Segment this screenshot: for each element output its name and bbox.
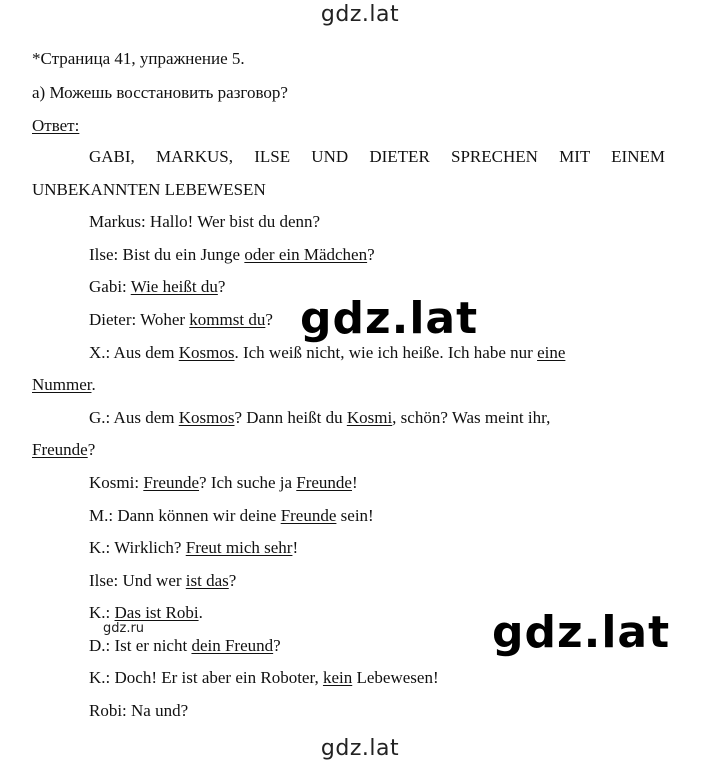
dialogue-line: Dieter: Woher kommst du? xyxy=(89,310,273,329)
dialogue-line: K.: Das ist Robi. xyxy=(89,603,203,622)
dialogue-line: G.: Aus dem Kosmos? Dann heißt du Kosmi, schön? Was meint ihr, xyxy=(89,408,551,427)
dialogue-line: Markus: Hallo! Wer bist du denn? xyxy=(89,212,321,231)
page-reference: *Страница 41, упражнение 5. xyxy=(32,49,245,68)
watermark-middle: gdz.lat xyxy=(300,293,479,344)
task-text: а) Можешь восстановить разговор? xyxy=(32,83,288,102)
dialogue-line: K.: Wirklich? Freut mich sehr! xyxy=(89,538,299,557)
dialogue-title-line-2: UNBEKANNTEN LEBEWESEN xyxy=(32,180,266,199)
dialogue-line: Nummer. xyxy=(32,375,96,394)
watermark-small: gdz.ru xyxy=(103,621,145,636)
answer-label: Ответ: xyxy=(32,116,80,135)
dialogue-line: M.: Dann können wir deine Freunde sein! xyxy=(89,506,374,525)
watermark-top: gdz.lat xyxy=(320,2,400,27)
dialogue-line: Gabi: Wie heißt du? xyxy=(89,277,226,296)
dialogue-line: Ilse: Und wer ist das? xyxy=(89,571,237,590)
watermark-lower: gdz.lat xyxy=(492,607,671,658)
dialogue-line: D.: Ist er nicht dein Freund? xyxy=(89,636,281,655)
dialogue-line: Ilse: Bist du ein Junge oder ein Mädchen? xyxy=(89,245,375,264)
dialogue-line: X.: Aus dem Kosmos. Ich weiß nicht, wie ich heiße. Ich habe nur eine xyxy=(89,343,566,362)
dialogue-line: Freunde? xyxy=(32,440,96,459)
dialogue-line: K.: Doch! Er ist aber ein Roboter, kein Lebewesen! xyxy=(89,668,439,687)
dialogue-title-line-1: GABI, MARKUS, ILSE UND DIETER SPRECHEN MIT EINEM xyxy=(89,147,665,166)
dialogue-line: Kosmi: Freunde? Ich suche ja Freunde! xyxy=(89,473,358,492)
dialogue-line: Robi: Na und? xyxy=(89,701,189,720)
watermark-bottom: gdz.lat xyxy=(320,736,400,761)
